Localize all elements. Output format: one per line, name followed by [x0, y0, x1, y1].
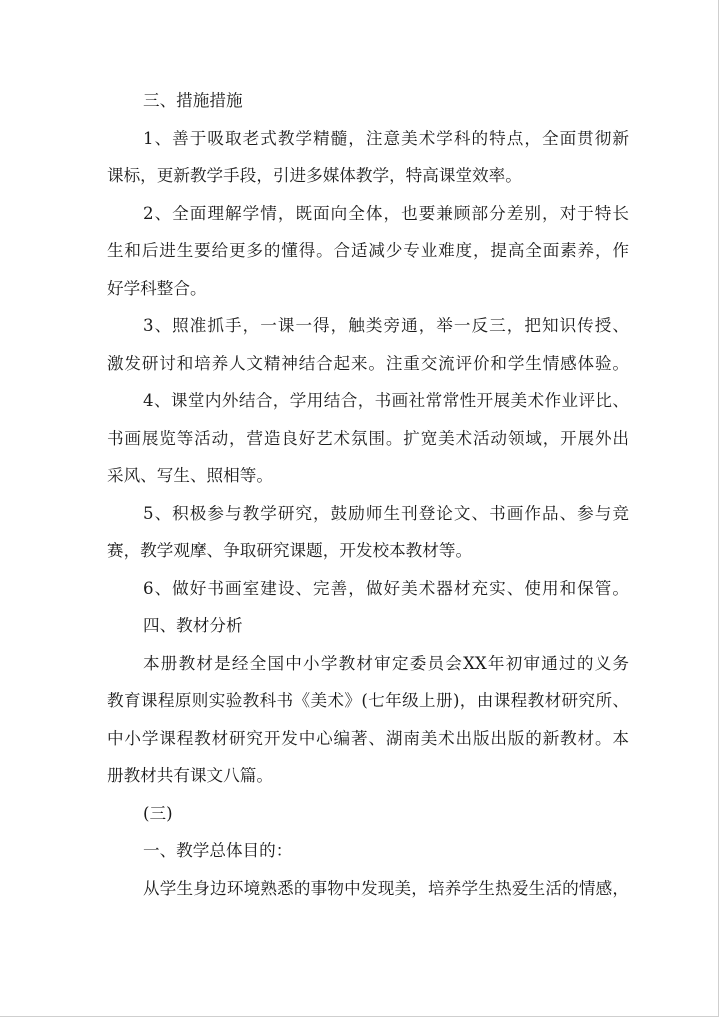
text-line: 采风、写生、照相等。: [107, 466, 273, 485]
text-line: 从学生身边环境熟悉的事物中发现美，培养学生热爱生活的情感，: [143, 878, 629, 898]
text-line: 2、全面理解学情，既面向全体，也要兼顾部分差别，对于特长: [143, 203, 629, 223]
text-line: 教育课程原则实验教科书《美术》(七年级上册)，由课程教材研究所、: [107, 691, 629, 710]
text-line: 书画展览等活动，营造良好艺术氛围。扩宽美术活动领域，开展外出: [107, 428, 629, 448]
text-line: 四、教材分析: [143, 616, 243, 635]
text-line: 册教材共有课文八篇。: [107, 766, 273, 785]
text-line: 1、善于吸取老式教学精髓，注意美术学科的特点，全面贯彻新: [143, 128, 629, 148]
text-line: 生和后进生要给更多的懂得。合适减少专业难度，提高全面素养，作: [107, 241, 629, 260]
text-line: 3、照准抓手，一课一得，触类旁通，举一反三，把知识传授、: [143, 316, 629, 335]
text-line: 一、教学总体目的：: [143, 841, 293, 860]
text-line: 激发研讨和培养人文精神结合起来。注重交流评价和学生情感体验。: [107, 353, 629, 373]
text-line: 4、课堂内外结合，学用结合，书画社常常性开展美术作业评比、: [143, 391, 629, 410]
text-line: 5、积极参与教学研究，鼓励师生刊登论文、书画作品、参与竞: [143, 503, 629, 523]
text-line: 三、措施措施: [143, 91, 243, 110]
text-line: 赛，教学观摩、争取研究课题，开发校本教材等。: [107, 541, 473, 560]
text-line: 6、做好书画室建设、完善，做好美术器材充实、使用和保管。: [143, 578, 629, 598]
text-line: 好学科整合。: [107, 278, 207, 298]
document-body: [107, 82, 629, 907]
text-line: 课标，更新教学手段，引进多媒体教学，特高课堂效率。: [107, 166, 522, 185]
text-line: 中小学课程教材研究开发中心编著、湖南美术出版出版的新教材。本: [107, 728, 629, 748]
text-line: 本册教材是经全国中小学教材审定委员会XX年初审通过的义务: [143, 653, 629, 673]
text-line: (三): [143, 803, 173, 823]
